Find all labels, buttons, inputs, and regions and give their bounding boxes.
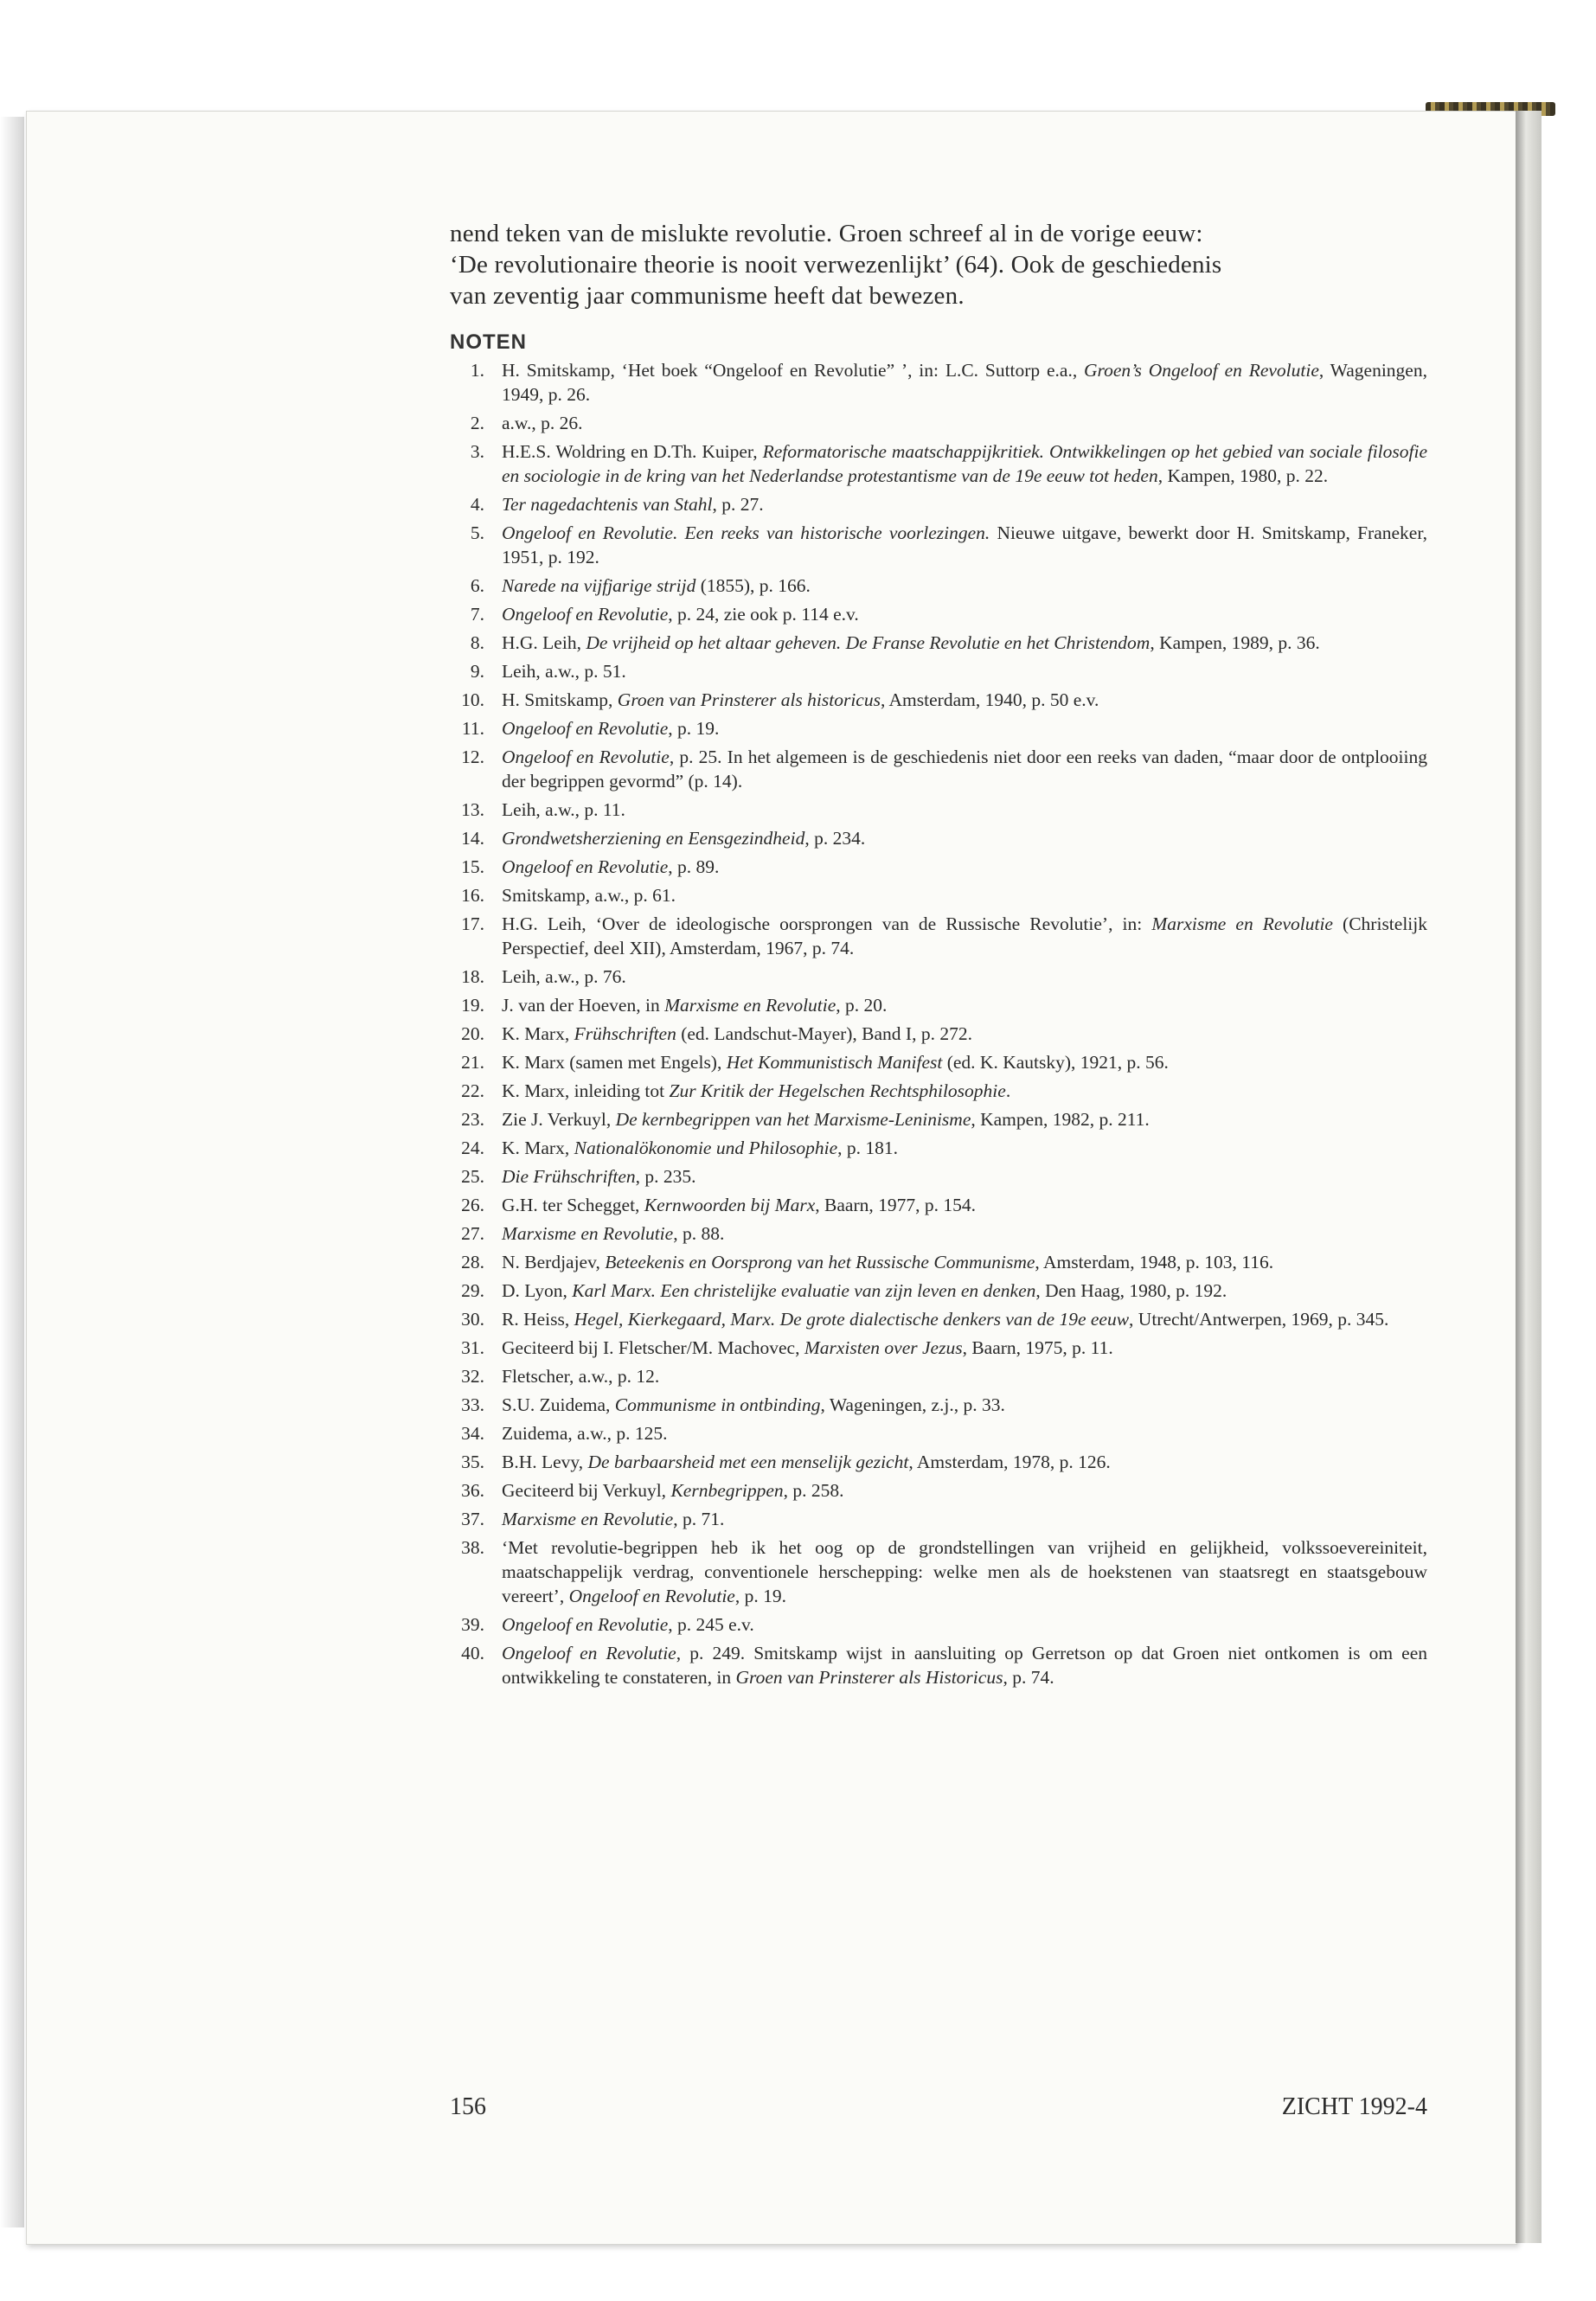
note-number: 27.	[461, 1223, 484, 1244]
note-text: Ongeloof en Revolutie, p. 19.	[502, 718, 720, 739]
note-number: 23.	[461, 1109, 484, 1130]
note-number: 18.	[461, 966, 484, 987]
note-number: 22.	[461, 1080, 484, 1101]
note-item	[450, 1364, 1427, 1388]
note-item	[450, 745, 1427, 793]
note-number: 39.	[461, 1614, 484, 1635]
note-number: 15.	[461, 856, 484, 877]
note-number: 36.	[461, 1480, 484, 1501]
note-item	[450, 1164, 1427, 1189]
note-item	[450, 492, 1427, 516]
intro-line: van zeventig jaar communisme heeft dat bewezen.	[450, 282, 965, 310]
note-item	[450, 798, 1427, 822]
note-text: H.G. Leih, De vrijheid op het altaar geheven. De Franse Revolutie en het Christendom, Kampen, 1989, p. 36.	[502, 632, 1320, 653]
note-text: Ongeloof en Revolutie, p. 89.	[502, 856, 720, 877]
page-content	[450, 218, 1427, 1694]
note-number: 12.	[461, 747, 484, 767]
note-text: Marxisme en Revolutie, p. 88.	[502, 1223, 725, 1244]
note-item	[450, 1535, 1427, 1608]
note-text: Leih, a.w., p. 11.	[502, 799, 625, 820]
intro-line: ‘De revolutionaire theorie is nooit verwezenlijkt’ (64). Ook de geschiedenis	[450, 251, 1222, 279]
note-item	[450, 965, 1427, 989]
book-spine	[1516, 111, 1542, 2243]
note-number: 11.	[461, 718, 484, 739]
note-text: B.H. Levy, De barbaarsheid met een menselijk gezicht, Amsterdam, 1978, p. 126.	[502, 1452, 1111, 1472]
note-text: Ongeloof en Revolutie. Een reeks van historische voorlezingen. Nieuwe uitgave, bewerkt door H. Smitskamp, Franeker, 1951, p. 192.	[502, 522, 1427, 567]
note-text: a.w., p. 26.	[502, 413, 583, 433]
intro-line: nend teken van de mislukte revolutie. Groen schreef al in de vorige eeuw:	[450, 220, 1203, 247]
note-item	[450, 411, 1427, 435]
note-text: Narede na vijfjarige strijd (1855), p. 166.	[502, 575, 811, 596]
note-text: ‘Met revolutie-begrippen heb ik het oog op de grondstellingen van vrijheid en gelijkheid, volkssoevereiniteit, maatschappelijk verdrag, conventionele herschepping: welke men als de hoekstenen van staatsregt en staatsgebouw vereert’, Ongeloof en Revolutie, p. 19.	[502, 1537, 1427, 1606]
note-text: K. Marx, Nationalökonomie und Philosophie, p. 181.	[502, 1138, 899, 1158]
note-text: K. Marx, Frühschriften (ed. Landschut-Mayer), Band I, p. 272.	[502, 1023, 972, 1044]
note-text: H.G. Leih, ‘Over de ideologische oorsprongen van de Russische Revolutie’, in: Marxisme en Revolutie (Christelijk Perspectief, deel XII), Amsterdam, 1967, p. 74.	[502, 913, 1427, 958]
note-item	[450, 688, 1427, 712]
note-number: 31.	[461, 1337, 484, 1358]
note-number: 26.	[461, 1195, 484, 1215]
note-text: D. Lyon, Karl Marx. Een christelijke evaluatie van zijn leven en denken, Den Haag, 1980, p. 192.	[502, 1280, 1227, 1301]
note-number: 19.	[461, 995, 484, 1016]
page-edge-shadow	[0, 117, 24, 2227]
note-item	[450, 1107, 1427, 1131]
note-number: 33.	[461, 1394, 484, 1415]
note-number: 1.	[470, 360, 484, 381]
note-text: J. van der Hoeven, in Marxisme en Revolutie, p. 20.	[502, 995, 888, 1016]
note-text: G.H. ter Schegget, Kernwoorden bij Marx, Baarn, 1977, p. 154.	[502, 1195, 976, 1215]
note-text: Leih, a.w., p. 76.	[502, 966, 626, 987]
note-text: Die Frühschriften, p. 235.	[502, 1166, 696, 1187]
note-item	[450, 1478, 1427, 1503]
note-number: 3.	[470, 441, 484, 462]
note-number: 4.	[470, 494, 484, 515]
note-text: K. Marx (samen met Engels), Het Kommunistisch Manifest (ed. K. Kautsky), 1921, p. 56.	[502, 1052, 1169, 1073]
note-text: Smitskamp, a.w., p. 61.	[502, 885, 676, 906]
note-number: 35.	[461, 1452, 484, 1472]
note-text: Zuidema, a.w., p. 125.	[502, 1423, 668, 1444]
note-number: 8.	[470, 632, 484, 653]
note-item	[450, 602, 1427, 626]
note-number: 10.	[461, 689, 484, 710]
note-item	[450, 1193, 1427, 1217]
page-number: 156	[450, 2093, 486, 2120]
note-text: S.U. Zuidema, Communisme in ontbinding, Wageningen, z.j., p. 33.	[502, 1394, 1005, 1415]
note-item	[450, 1136, 1427, 1160]
note-item	[450, 1421, 1427, 1445]
note-text: Fletscher, a.w., p. 12.	[502, 1366, 660, 1387]
note-item	[450, 1641, 1427, 1689]
note-text: Ongeloof en Revolutie, p. 25. In het algemeen is de geschiedenis niet door een reeks van daden, “maar door de ontplooiing der begrippen gevormd” (p. 14).	[502, 747, 1427, 792]
note-number: 16.	[461, 885, 484, 906]
note-text: Grondwetsherziening en Eensgezindheid, p. 234.	[502, 828, 866, 849]
note-number: 37.	[461, 1509, 484, 1529]
note-text: Ongeloof en Revolutie, p. 245 e.v.	[502, 1614, 754, 1635]
note-number: 25.	[461, 1166, 484, 1187]
note-item	[450, 912, 1427, 960]
note-item	[450, 1079, 1427, 1103]
note-text: K. Marx, inleiding tot Zur Kritik der Hegelschen Rechtsphilosophie.	[502, 1080, 1011, 1101]
note-number: 5.	[470, 522, 484, 543]
note-item	[450, 1336, 1427, 1360]
note-item	[450, 1507, 1427, 1531]
note-item	[450, 439, 1427, 488]
note-number: 24.	[461, 1138, 484, 1158]
note-text: Ter nagedachtenis van Stahl, p. 27.	[502, 494, 764, 515]
note-number: 14.	[461, 828, 484, 849]
note-item	[450, 993, 1427, 1017]
note-number: 30.	[461, 1309, 484, 1330]
note-number: 34.	[461, 1423, 484, 1444]
note-number: 17.	[461, 913, 484, 934]
note-text: Geciteerd bij Verkuyl, Kernbegrippen, p. 258.	[502, 1480, 844, 1501]
note-text: Leih, a.w., p. 51.	[502, 661, 626, 682]
note-number: 9.	[470, 661, 484, 682]
note-item	[450, 716, 1427, 740]
note-text: H.E.S. Woldring en D.Th. Kuiper, Reformatorische maatschappijkritiek. Ontwikkelingen op het gebied van sociale filosofie en sociologie in de kring van het Nederlandse protestantisme van de 19e eeuw tot heden, Kampen, 1980, p. 22.	[502, 441, 1428, 486]
note-item	[450, 1250, 1427, 1274]
note-text: Geciteerd bij I. Fletscher/M. Machovec, Marxisten over Jezus, Baarn, 1975, p. 11.	[502, 1337, 1113, 1358]
note-number: 40.	[461, 1643, 484, 1663]
note-text: R. Heiss, Hegel, Kierkegaard, Marx. De grote dialectische denkers van de 19e eeuw, Utrecht/Antwerpen, 1969, p. 345.	[502, 1309, 1389, 1330]
note-item	[450, 883, 1427, 907]
note-number: 6.	[470, 575, 484, 596]
note-number: 13.	[461, 799, 484, 820]
note-number: 29.	[461, 1280, 484, 1301]
notes-list	[450, 358, 1427, 1689]
note-number: 32.	[461, 1366, 484, 1387]
journal-issue: ZICHT 1992-4	[1281, 2093, 1427, 2120]
note-number: 21.	[461, 1052, 484, 1073]
note-item	[450, 521, 1427, 569]
note-item	[450, 826, 1427, 850]
note-item	[450, 1450, 1427, 1474]
note-number: 7.	[470, 604, 484, 625]
note-text: N. Berdjajev, Beteekenis en Oorsprong van het Russische Communisme, Amsterdam, 1948, p. 103, 116.	[502, 1252, 1274, 1272]
note-number: 2.	[470, 413, 484, 433]
note-item	[450, 1221, 1427, 1246]
note-item	[450, 1050, 1427, 1074]
notes-heading: NOTEN	[450, 330, 527, 354]
note-item	[450, 659, 1427, 683]
note-item	[450, 1393, 1427, 1417]
note-text: H. Smitskamp, Groen van Prinsterer als historicus, Amsterdam, 1940, p. 50 e.v.	[502, 689, 1099, 710]
note-item	[450, 631, 1427, 655]
note-item	[450, 1279, 1427, 1303]
note-item	[450, 855, 1427, 879]
note-item	[450, 1612, 1427, 1637]
note-text: Zie J. Verkuyl, De kernbegrippen van het Marxisme-Leninisme, Kampen, 1982, p. 211.	[502, 1109, 1150, 1130]
note-text: Marxisme en Revolutie, p. 71.	[502, 1509, 725, 1529]
note-text: Ongeloof en Revolutie, p. 24, zie ook p. 114 e.v.	[502, 604, 859, 625]
note-number: 28.	[461, 1252, 484, 1272]
note-item	[450, 1307, 1427, 1331]
note-number: 38.	[461, 1537, 484, 1558]
note-item	[450, 358, 1427, 407]
note-text: Ongeloof en Revolutie, p. 249. Smitskamp wijst in aansluiting op Gerretson op dat Groen niet ontkomen is om een ontwikkeling te constateren, in Groen van Prinsterer als Historicus, p. 74.	[502, 1643, 1427, 1688]
intro-paragraph	[450, 218, 1427, 311]
note-text: H. Smitskamp, ‘Het boek “Ongeloof en Revolutie” ’, in: L.C. Suttorp e.a., Groen’s Ongeloof en Revolutie, Wageningen, 1949, p. 26.	[502, 360, 1427, 405]
note-item	[450, 574, 1427, 598]
note-item	[450, 1022, 1427, 1046]
note-number: 20.	[461, 1023, 484, 1044]
